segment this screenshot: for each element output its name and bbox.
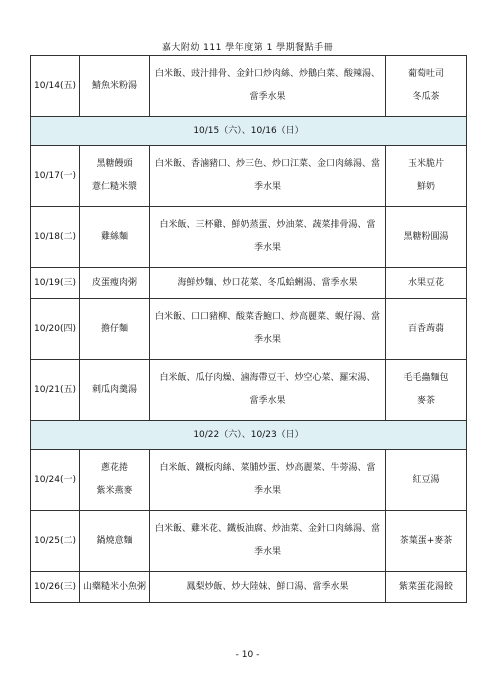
morning-snack	[80, 56, 150, 117]
afternoon-snack	[386, 56, 467, 117]
page-number: - 10 -	[235, 650, 260, 660]
text-line: 季水果	[253, 486, 281, 496]
text-line: 當季水果	[249, 396, 286, 406]
text-line: 刺瓜肉羹湯	[91, 384, 137, 395]
text-line: 葡萄吐司	[407, 69, 444, 79]
text-line: 玉米脆片	[407, 159, 444, 169]
lunch-menu	[150, 450, 386, 511]
afternoon-snack	[386, 299, 467, 360]
menu-day-row	[31, 299, 467, 360]
text-line: 紫菜蛋花湯餃	[398, 581, 453, 592]
text-line: 鯖魚米粉湯	[91, 80, 137, 91]
text-line: 季水果	[253, 182, 281, 192]
text-line: 麥茶	[416, 396, 435, 406]
menu-date: 10/20(四)	[31, 299, 80, 360]
text-line: 鮮奶	[416, 182, 435, 192]
lunch-menu	[150, 511, 386, 572]
text-line: 白米飯、雞米花、鐵板油腐、炒油菜、金針口肉絲湯、當	[154, 524, 380, 534]
menu-day-row	[31, 360, 467, 421]
menu-day-row	[31, 146, 467, 207]
text-line: 白米飯、三杯雞、鮮奶蒸蛋、炒油菜、蔬菜排骨湯、當	[159, 220, 376, 230]
text-line: 茶葉蛋+麥茶	[399, 535, 453, 546]
afternoon-snack	[386, 268, 467, 299]
text-line: 雞絲麵	[100, 231, 128, 242]
menu-table	[30, 55, 467, 603]
weekend-separator-row	[31, 421, 467, 450]
text-line: 季水果	[253, 547, 281, 557]
lunch-menu	[150, 207, 386, 268]
weekend-dates: 10/22（六）、10/23（日）	[31, 421, 467, 450]
lunch-menu	[150, 572, 386, 603]
menu-date: 10/26(三)	[31, 572, 80, 603]
text-line: 擔仔麵	[100, 323, 128, 334]
morning-snack	[80, 450, 150, 511]
menu-date: 10/19(三)	[31, 268, 80, 299]
text-line: 薏仁糙米漿	[91, 182, 137, 192]
menu-day-row	[31, 450, 467, 511]
text-line: 海鮮炒麵、炒口花菜、冬瓜蛤蜊湯、當季水果	[177, 277, 358, 288]
menu-date: 10/21(五)	[31, 360, 80, 421]
text-line: 白米飯、香滷豬口、炒三色、炒口江菜、金口肉絲湯、當	[154, 159, 380, 169]
text-line: 鍋燒意麵	[96, 535, 133, 546]
lunch-menu	[150, 146, 386, 207]
text-line: 百香蒟蒻	[407, 323, 444, 334]
afternoon-snack	[386, 511, 467, 572]
menu-date: 10/18(二)	[31, 207, 80, 268]
afternoon-snack	[386, 572, 467, 603]
morning-snack	[80, 268, 150, 299]
text-line: 當季水果	[249, 92, 286, 102]
text-line: 皮蛋瘦肉粥	[91, 277, 137, 288]
text-line: 白米飯、鐵板肉絲、菜脯炒蛋、炒高麗菜、牛蒡湯、當	[159, 463, 376, 473]
weekend-separator-row	[31, 117, 467, 146]
text-line: 冬瓜茶	[412, 92, 440, 102]
morning-snack	[80, 299, 150, 360]
text-line: 蔥花捲	[100, 463, 128, 473]
text-line: 山藥糙米小魚粥	[82, 581, 146, 592]
menu-day-row	[31, 511, 467, 572]
morning-snack	[80, 511, 150, 572]
morning-snack	[80, 146, 150, 207]
morning-snack	[80, 572, 150, 603]
text-line: 季水果	[253, 335, 281, 345]
text-line: 白米飯、豉汁排骨、金針口炒肉絲、炒鵝白菜、酸辣湯、	[154, 69, 380, 79]
lunch-menu	[150, 299, 386, 360]
afternoon-snack	[386, 450, 467, 511]
menu-date: 10/14(五)	[31, 56, 80, 117]
morning-snack	[80, 207, 150, 268]
lunch-menu	[150, 56, 386, 117]
menu-date: 10/24(一)	[31, 450, 80, 511]
afternoon-snack	[386, 146, 467, 207]
menu-day-row	[31, 56, 467, 117]
text-line: 鳳梨炒飯、炒大陸妹、鮮口湯、當季水果	[186, 581, 349, 592]
morning-snack	[80, 360, 150, 421]
afternoon-snack	[386, 207, 467, 268]
menu-day-row	[31, 268, 467, 299]
text-line: 黑糖粉圓湯	[403, 231, 449, 242]
text-line: 水果豆花	[407, 277, 444, 288]
text-line: 白米飯、口口豬柳、酸菜香鮑口、炒高麗菜、蜆仔湯、當	[154, 312, 380, 322]
menu-date: 10/25(二)	[31, 511, 80, 572]
lunch-menu	[150, 360, 386, 421]
text-line: 季水果	[253, 243, 281, 253]
afternoon-snack	[386, 360, 467, 421]
menu-date: 10/17(一)	[31, 146, 80, 207]
document-title: 嘉大附幼 111 學年度第 1 學期餐點手冊	[161, 43, 334, 53]
text-line: 紫米燕麥	[96, 486, 133, 496]
text-line: 黑糖饅頭	[96, 159, 133, 169]
menu-day-row	[31, 207, 467, 268]
text-line: 白米飯、瓜仔肉燥、滷海帶豆干、炒空心菜、羅宋湯、	[159, 373, 376, 383]
text-line: 紅豆湯	[412, 474, 440, 485]
text-line: 毛毛蟲麵包	[403, 373, 449, 383]
weekend-dates: 10/15（六）、10/16（日）	[31, 117, 467, 146]
lunch-menu	[150, 268, 386, 299]
menu-day-row	[31, 572, 467, 603]
